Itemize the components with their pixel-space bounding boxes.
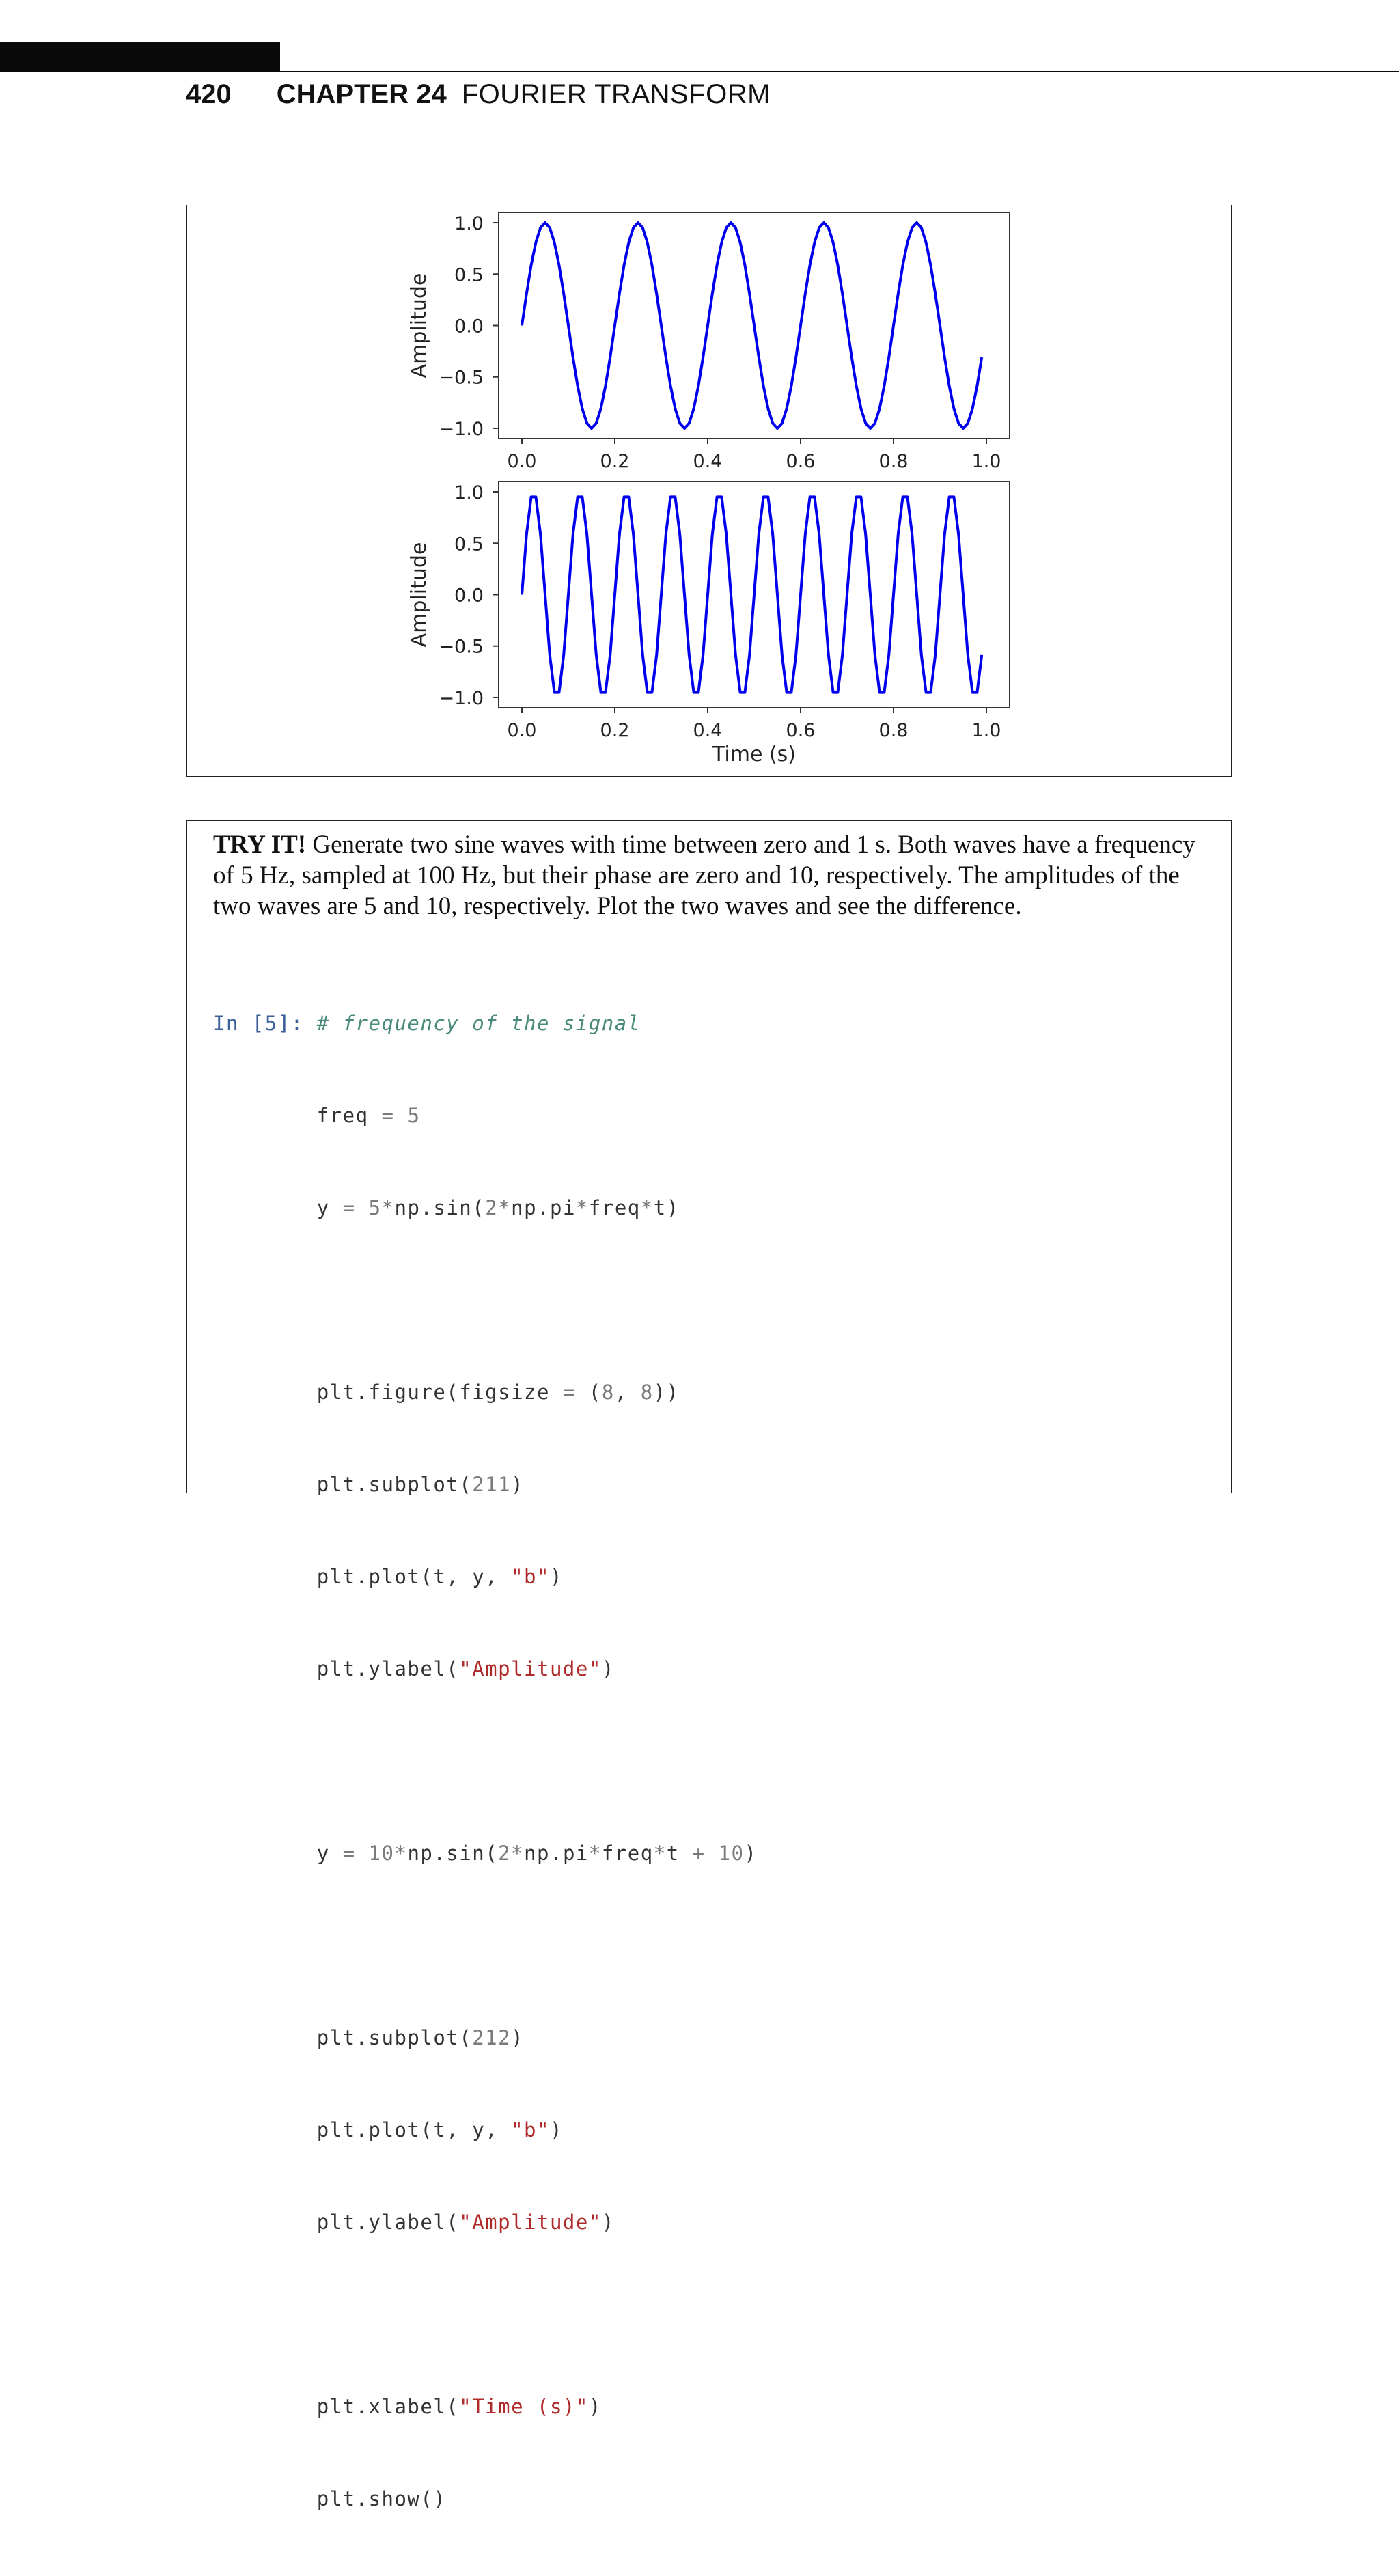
code-line <box>213 2392 1210 2422</box>
code-token: = <box>342 1196 356 1219</box>
code-line <box>213 1838 1210 1869</box>
code-token: np.pi <box>524 1842 589 1865</box>
try-it-instructions: Generate two sine waves with time between zero and 1 s. Both waves have a frequency of 5 Hz, sampled at 100 Hz, but their phase are zero and 10, respectively. The amplitudes of the two waves are 5 and 10, respectively. Plot the two waves and see the difference. <box>213 831 1195 920</box>
code-token: np.pi <box>511 1196 576 1219</box>
code-token: 5 <box>368 1196 382 1219</box>
y-axis-label: Amplitude <box>407 273 431 378</box>
code-token: plt.plot(t, y, <box>316 2118 512 2142</box>
code-token: * <box>381 1196 395 1219</box>
code-token: y <box>316 1842 343 1865</box>
code-line <box>213 2023 1210 2053</box>
code-line-blank <box>213 1285 1210 1316</box>
code-token: "Time (s)" <box>459 2395 589 2418</box>
sine-series-line <box>522 223 982 428</box>
code-token: plt.plot(t, y, <box>316 1565 512 1588</box>
code-prompt: In [5]: <box>213 1012 317 1035</box>
code-token: 2 <box>498 1842 512 1865</box>
x-tick-label: 0.8 <box>878 451 909 472</box>
y-tick-label: 0.0 <box>454 316 484 337</box>
code-line <box>213 2115 1210 2146</box>
code-token: ) <box>601 2211 615 2234</box>
y-tick-label: −0.5 <box>439 367 484 389</box>
code-line <box>213 1654 1210 1685</box>
code-line <box>213 1193 1210 1223</box>
code-token: "Amplitude" <box>459 2211 602 2234</box>
x-tick-label: 0.4 <box>693 720 723 741</box>
code-token: ( <box>575 1381 602 1404</box>
code-token: 10 <box>368 1842 395 1865</box>
try-it-paragraph <box>213 829 1210 922</box>
code-token: "b" <box>511 1565 550 1588</box>
code-token: * <box>588 1842 602 1865</box>
y-tick-label: 0.0 <box>454 585 484 607</box>
y-tick-label: 0.5 <box>454 264 484 286</box>
code-token: freq <box>316 1104 382 1127</box>
code-token: 211 <box>472 1473 512 1496</box>
x-tick-label: 0.2 <box>600 451 630 472</box>
code-token: * <box>511 1842 525 1865</box>
x-axis-label: Time (s) <box>712 743 796 766</box>
code-token: np.sin( <box>394 1196 486 1219</box>
code-token: = <box>342 1842 356 1865</box>
y-axis-label: Amplitude <box>407 542 431 648</box>
code-token: 10 <box>718 1842 745 1865</box>
code-token: 8 <box>601 1381 615 1404</box>
x-tick-label: 0.6 <box>786 720 816 741</box>
code-line-blank <box>213 1746 1210 1777</box>
code-token: * <box>498 1196 512 1219</box>
y-tick-label: 0.5 <box>454 534 484 555</box>
code-token: , <box>614 1381 641 1404</box>
code-token: 2 <box>485 1196 499 1219</box>
code-line <box>213 1100 1210 1131</box>
code-token: + <box>692 1842 706 1865</box>
code-token: plt.xlabel( <box>316 2395 460 2418</box>
try-it-box <box>186 820 1232 2510</box>
code-token <box>356 1196 369 1219</box>
chapter-label: CHAPTER 24 <box>276 79 447 109</box>
code-token: 5 <box>407 1104 421 1127</box>
code-line <box>213 2484 1210 2515</box>
code-token: t <box>666 1842 693 1865</box>
x-tick-label: 0.0 <box>507 451 537 472</box>
code-line <box>213 1469 1210 1500</box>
x-tick-label: 1.0 <box>971 720 1001 741</box>
code-token: y <box>316 1196 343 1219</box>
code-token: ) <box>601 1657 615 1680</box>
code-token: "b" <box>511 2118 550 2142</box>
code-token: ) <box>549 2118 563 2142</box>
code-token: 212 <box>472 2026 512 2049</box>
code-comment: # frequency of the signal <box>316 1012 641 1035</box>
x-tick-label: 0.2 <box>600 720 630 741</box>
x-tick-label: 0.6 <box>786 451 816 472</box>
sine-series-line <box>522 497 982 692</box>
y-tick-label: −0.5 <box>439 636 484 658</box>
code-line <box>213 2207 1210 2238</box>
code-token <box>356 1842 369 1865</box>
code-cell <box>213 947 1210 2576</box>
code-token: freq <box>601 1842 654 1865</box>
code-token <box>706 1842 719 1865</box>
code-token: ) <box>511 2026 525 2049</box>
code-token: freq <box>588 1196 641 1219</box>
x-tick-label: 1.0 <box>971 451 1001 472</box>
code-token: plt.show() <box>316 2487 447 2510</box>
code-token: plt.ylabel( <box>316 2211 460 2234</box>
code-line <box>213 1008 1210 1039</box>
code-line-blank <box>213 1930 1210 1961</box>
page-number: 420 <box>186 79 232 109</box>
x-tick-label: 0.8 <box>878 720 909 741</box>
code-line <box>213 1377 1210 1408</box>
code-token: plt.figure(figsize <box>316 1381 563 1404</box>
code-token: "Amplitude" <box>459 1657 602 1680</box>
y-tick-label: 1.0 <box>454 213 484 235</box>
code-token: * <box>575 1196 589 1219</box>
code-token <box>394 1104 407 1127</box>
code-token: ) <box>744 1842 758 1865</box>
chapter-title: FOURIER TRANSFORM <box>461 79 771 109</box>
y-tick-label: −1.0 <box>439 687 484 709</box>
code-token: t) <box>653 1196 680 1219</box>
figure-sine-plots <box>0 0 1399 786</box>
code-token: 8 <box>640 1381 654 1404</box>
code-token: plt.subplot( <box>316 1473 473 1496</box>
try-it-label: TRY IT! <box>213 831 307 859</box>
code-line-blank <box>213 2299 1210 2330</box>
code-token: plt.subplot( <box>316 2026 473 2049</box>
x-tick-label: 0.4 <box>693 451 723 472</box>
code-token: * <box>653 1842 667 1865</box>
code-token: ) <box>549 1565 563 1588</box>
code-token: = <box>562 1381 576 1404</box>
code-token: = <box>381 1104 395 1127</box>
code-token: * <box>394 1842 408 1865</box>
x-tick-label: 0.0 <box>507 720 537 741</box>
code-token: * <box>640 1196 654 1219</box>
code-token: ) <box>588 2395 602 2418</box>
y-tick-label: 1.0 <box>454 482 484 504</box>
code-token: np.sin( <box>407 1842 499 1865</box>
code-token: )) <box>653 1381 680 1404</box>
code-token: ) <box>511 1473 525 1496</box>
code-token: plt.ylabel( <box>316 1657 460 1680</box>
y-tick-label: −1.0 <box>439 418 484 440</box>
code-line <box>213 1562 1210 1592</box>
